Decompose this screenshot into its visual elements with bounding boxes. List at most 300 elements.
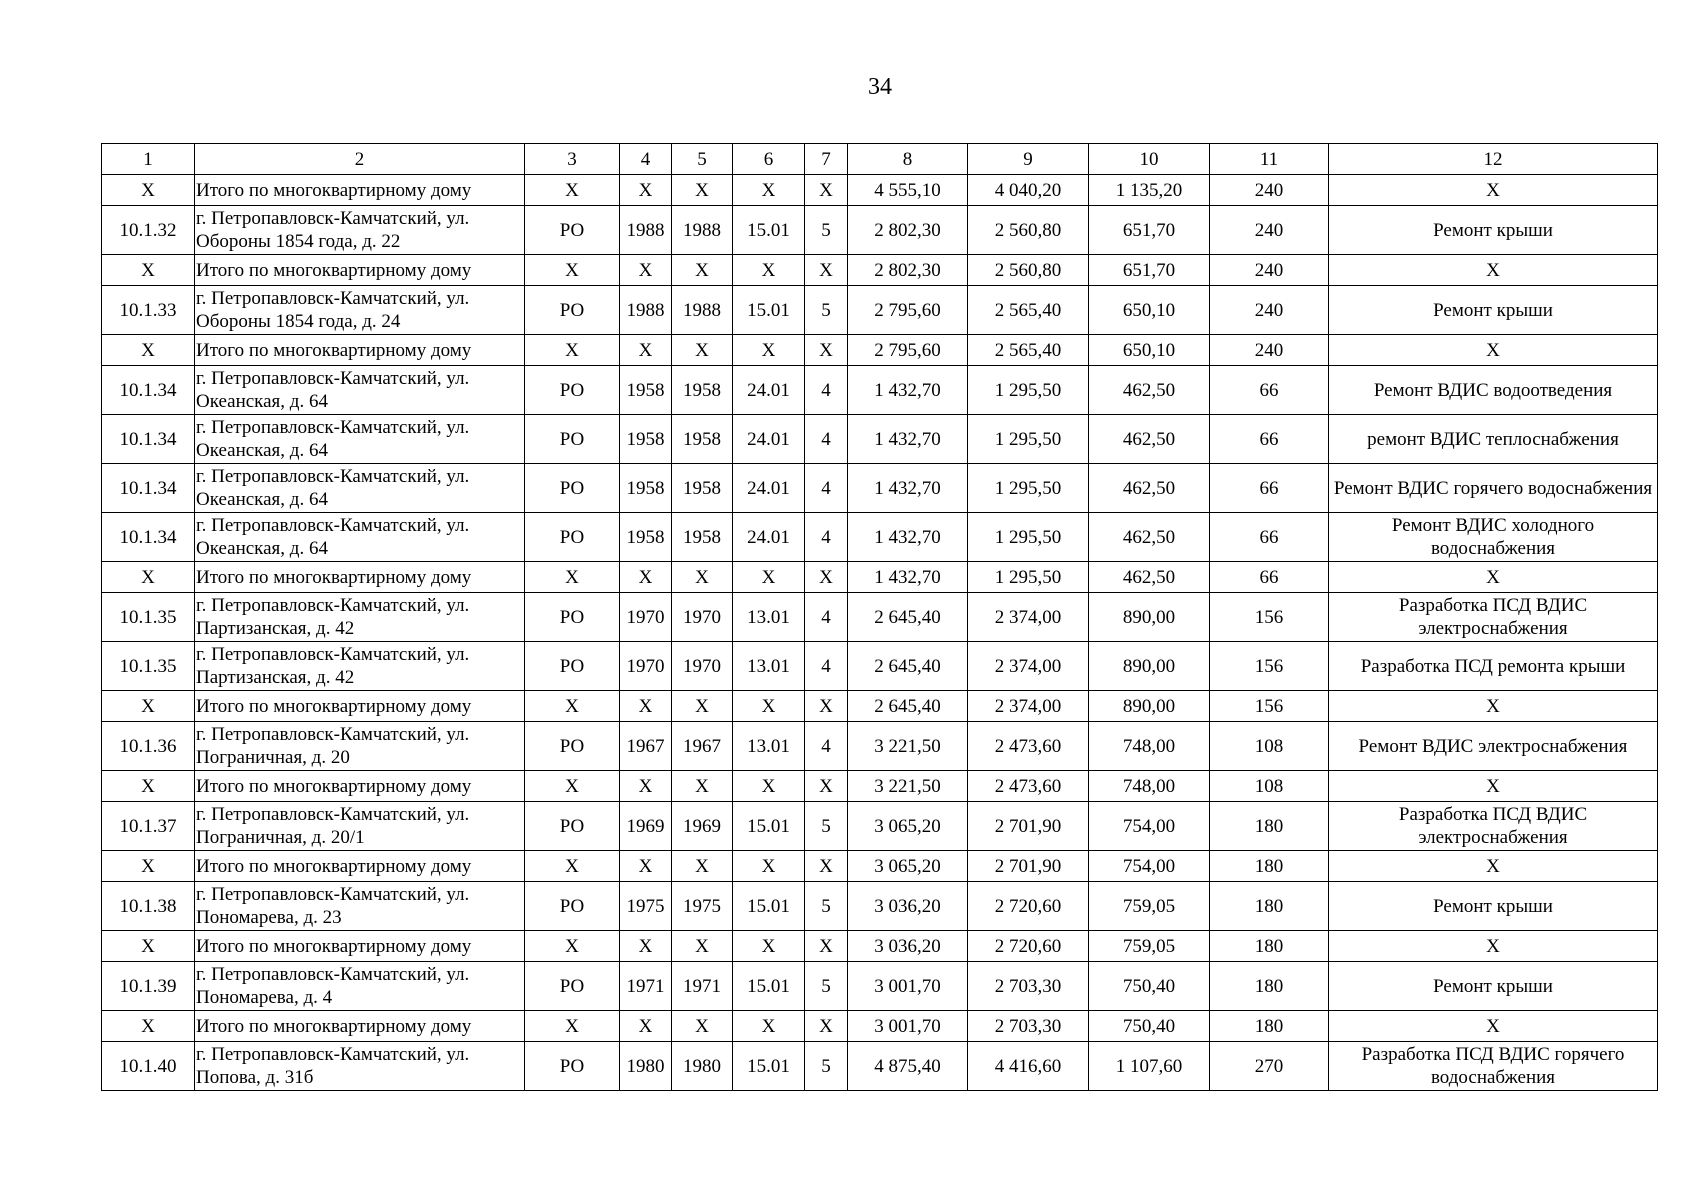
cell-col6: X [733, 562, 805, 593]
cell-col6: 15.01 [733, 206, 805, 255]
cell-col3: X [525, 691, 620, 722]
cell-col11: 180 [1210, 882, 1329, 931]
cell-col12: Ремонт ВДИС горячего водоснабжения [1329, 464, 1658, 513]
cell-col3: РО [525, 722, 620, 771]
cell-col11: 66 [1210, 513, 1329, 562]
cell-col5: 1958 [672, 415, 733, 464]
cell-col9: 1 295,50 [968, 513, 1089, 562]
cell-col8: 2 645,40 [848, 593, 968, 642]
cell-col12: X [1329, 1011, 1658, 1042]
cell-number: 10.1.34 [102, 415, 195, 464]
cell-col11: 66 [1210, 366, 1329, 415]
cell-col8: 2 645,40 [848, 642, 968, 691]
cell-col6: X [733, 851, 805, 882]
cell-col7: X [805, 691, 848, 722]
cell-address: Итого по многоквартирному дому [195, 562, 525, 593]
cell-col4: X [620, 691, 672, 722]
cell-col12: Ремонт ВДИС холодного водоснабжения [1329, 513, 1658, 562]
cell-col6: X [733, 335, 805, 366]
cell-col11: 270 [1210, 1042, 1329, 1091]
cell-col9: 1 295,50 [968, 562, 1089, 593]
cell-col5: 1958 [672, 464, 733, 513]
cell-number: 10.1.35 [102, 642, 195, 691]
header-cell: 9 [968, 144, 1089, 175]
cell-col4: 1958 [620, 366, 672, 415]
cell-address: г. Петропавловск-Камчатский, ул. Обороны 1854 года, д. 22 [195, 206, 525, 255]
cell-col4: 1958 [620, 415, 672, 464]
cell-number: 10.1.32 [102, 206, 195, 255]
cell-col5: X [672, 335, 733, 366]
cell-col4: X [620, 771, 672, 802]
cell-col7: X [805, 335, 848, 366]
cell-col4: 1958 [620, 513, 672, 562]
cell-col9: 2 374,00 [968, 642, 1089, 691]
cell-col5: X [672, 771, 733, 802]
cell-col9: 2 703,30 [968, 1011, 1089, 1042]
cell-col10: 462,50 [1089, 513, 1210, 562]
cell-col5: 1969 [672, 802, 733, 851]
cell-address: Итого по многоквартирному дому [195, 771, 525, 802]
cell-col6: 24.01 [733, 415, 805, 464]
header-cell: 7 [805, 144, 848, 175]
cell-col8: 3 036,20 [848, 931, 968, 962]
cell-col8: 3 001,70 [848, 962, 968, 1011]
cell-col8: 2 795,60 [848, 335, 968, 366]
cell-col12: Разработка ПСД ВДИС электроснабжения [1329, 802, 1658, 851]
cell-col4: X [620, 255, 672, 286]
cell-col7: 5 [805, 802, 848, 851]
cell-col6: 24.01 [733, 513, 805, 562]
cell-col7: X [805, 1011, 848, 1042]
cell-col3: РО [525, 286, 620, 335]
cell-col12: X [1329, 691, 1658, 722]
table-row [102, 366, 1658, 415]
cell-col8: 3 065,20 [848, 802, 968, 851]
cell-col7: 4 [805, 464, 848, 513]
cell-col4: X [620, 175, 672, 206]
cell-col6: 13.01 [733, 722, 805, 771]
cell-col7: 4 [805, 642, 848, 691]
cell-number: 10.1.37 [102, 802, 195, 851]
cell-col5: 1988 [672, 206, 733, 255]
cell-col7: X [805, 851, 848, 882]
header-cell: 8 [848, 144, 968, 175]
cell-col5: 1975 [672, 882, 733, 931]
cell-col8: 2 795,60 [848, 286, 968, 335]
cell-address: г. Петропавловск-Камчатский, ул. Океанская, д. 64 [195, 415, 525, 464]
cell-col11: 156 [1210, 593, 1329, 642]
cell-col3: X [525, 1011, 620, 1042]
cell-address: г. Петропавловск-Камчатский, ул. Партизанская, д. 42 [195, 642, 525, 691]
cell-address: Итого по многоквартирному дому [195, 851, 525, 882]
cell-col4: 1958 [620, 464, 672, 513]
cell-col10: 750,40 [1089, 1011, 1210, 1042]
cell-number: 10.1.36 [102, 722, 195, 771]
cell-col8: 2 802,30 [848, 206, 968, 255]
cell-col12: X [1329, 562, 1658, 593]
cell-col8: 4 555,10 [848, 175, 968, 206]
housing-repair-table [101, 143, 1658, 1091]
header-cell: 1 [102, 144, 195, 175]
cell-col11: 240 [1210, 255, 1329, 286]
cell-address: г. Петропавловск-Камчатский, ул. Обороны 1854 года, д. 24 [195, 286, 525, 335]
cell-col9: 1 295,50 [968, 366, 1089, 415]
cell-col10: 748,00 [1089, 722, 1210, 771]
cell-col8: 3 221,50 [848, 771, 968, 802]
cell-col11: 180 [1210, 1011, 1329, 1042]
cell-col9: 2 720,60 [968, 931, 1089, 962]
table-row [102, 802, 1658, 851]
cell-col4: 1971 [620, 962, 672, 1011]
cell-address: Итого по многоквартирному дому [195, 255, 525, 286]
cell-col6: 15.01 [733, 286, 805, 335]
cell-col7: X [805, 175, 848, 206]
cell-col11: 240 [1210, 206, 1329, 255]
table-row [102, 335, 1658, 366]
cell-col11: 108 [1210, 722, 1329, 771]
cell-col10: 462,50 [1089, 415, 1210, 464]
cell-number: X [102, 175, 195, 206]
cell-address: г. Петропавловск-Камчатский, ул. Пономарева, д. 4 [195, 962, 525, 1011]
cell-col10: 651,70 [1089, 206, 1210, 255]
cell-col5: 1971 [672, 962, 733, 1011]
cell-col9: 1 295,50 [968, 464, 1089, 513]
cell-col4: 1967 [620, 722, 672, 771]
page-number: 34 [868, 74, 892, 100]
cell-address: г. Петропавловск-Камчатский, ул. Океанская, д. 64 [195, 366, 525, 415]
table-row [102, 513, 1658, 562]
cell-col5: 1958 [672, 513, 733, 562]
cell-col10: 759,05 [1089, 931, 1210, 962]
cell-col3: РО [525, 1042, 620, 1091]
cell-number: X [102, 771, 195, 802]
cell-col9: 2 374,00 [968, 691, 1089, 722]
cell-col6: X [733, 1011, 805, 1042]
table-row [102, 642, 1658, 691]
table-row [102, 562, 1658, 593]
cell-col5: X [672, 1011, 733, 1042]
cell-col7: 5 [805, 206, 848, 255]
cell-col10: 462,50 [1089, 464, 1210, 513]
cell-col8: 1 432,70 [848, 464, 968, 513]
cell-number: 10.1.39 [102, 962, 195, 1011]
cell-col8: 2 802,30 [848, 255, 968, 286]
cell-address: Итого по многоквартирному дому [195, 335, 525, 366]
cell-col3: РО [525, 593, 620, 642]
cell-address: Итого по многоквартирному дому [195, 1011, 525, 1042]
cell-col6: X [733, 931, 805, 962]
cell-col11: 66 [1210, 415, 1329, 464]
cell-col9: 2 473,60 [968, 771, 1089, 802]
header-cell: 11 [1210, 144, 1329, 175]
cell-col5: X [672, 175, 733, 206]
cell-col3: РО [525, 366, 620, 415]
cell-col12: X [1329, 851, 1658, 882]
cell-col11: 66 [1210, 562, 1329, 593]
cell-col7: X [805, 931, 848, 962]
cell-col8: 3 221,50 [848, 722, 968, 771]
cell-col11: 180 [1210, 851, 1329, 882]
cell-address: Итого по многоквартирному дому [195, 175, 525, 206]
cell-col12: Разработка ПСД ВДИС электроснабжения [1329, 593, 1658, 642]
table-row [102, 255, 1658, 286]
cell-col4: X [620, 931, 672, 962]
table-row [102, 1042, 1658, 1091]
cell-col3: X [525, 562, 620, 593]
cell-col11: 180 [1210, 802, 1329, 851]
cell-col4: 1988 [620, 206, 672, 255]
cell-number: X [102, 255, 195, 286]
cell-col4: 1980 [620, 1042, 672, 1091]
cell-col8: 1 432,70 [848, 513, 968, 562]
cell-address: Итого по многоквартирному дому [195, 931, 525, 962]
table-row [102, 962, 1658, 1011]
header-cell: 3 [525, 144, 620, 175]
cell-col3: РО [525, 882, 620, 931]
cell-col5: 1980 [672, 1042, 733, 1091]
cell-col10: 462,50 [1089, 562, 1210, 593]
cell-col9: 1 295,50 [968, 415, 1089, 464]
cell-col8: 3 001,70 [848, 1011, 968, 1042]
cell-number: 10.1.38 [102, 882, 195, 931]
cell-col6: 13.01 [733, 593, 805, 642]
cell-number: X [102, 691, 195, 722]
cell-col5: 1988 [672, 286, 733, 335]
cell-col11: 240 [1210, 335, 1329, 366]
cell-col3: РО [525, 513, 620, 562]
cell-number: X [102, 562, 195, 593]
cell-col10: 462,50 [1089, 366, 1210, 415]
cell-col7: 5 [805, 1042, 848, 1091]
cell-col5: 1970 [672, 593, 733, 642]
table-row [102, 771, 1658, 802]
cell-col11: 180 [1210, 931, 1329, 962]
cell-col6: X [733, 255, 805, 286]
cell-col10: 748,00 [1089, 771, 1210, 802]
cell-col4: 1975 [620, 882, 672, 931]
cell-col5: 1970 [672, 642, 733, 691]
cell-col12: Разработка ПСД ремонта крыши [1329, 642, 1658, 691]
cell-number: 10.1.34 [102, 513, 195, 562]
cell-col12: Разработка ПСД ВДИС горячего водоснабжения [1329, 1042, 1658, 1091]
cell-col10: 1 135,20 [1089, 175, 1210, 206]
cell-col10: 750,40 [1089, 962, 1210, 1011]
cell-number: 10.1.35 [102, 593, 195, 642]
cell-col6: 15.01 [733, 802, 805, 851]
cell-col5: 1958 [672, 366, 733, 415]
cell-col12: Ремонт крыши [1329, 286, 1658, 335]
cell-col7: X [805, 255, 848, 286]
cell-col7: 5 [805, 286, 848, 335]
cell-col3: X [525, 771, 620, 802]
table-row [102, 464, 1658, 513]
table-row [102, 1011, 1658, 1042]
cell-col4: 1969 [620, 802, 672, 851]
cell-col10: 759,05 [1089, 882, 1210, 931]
cell-col5: 1967 [672, 722, 733, 771]
cell-col12: X [1329, 771, 1658, 802]
cell-col4: X [620, 851, 672, 882]
cell-col7: 4 [805, 415, 848, 464]
cell-col9: 2 720,60 [968, 882, 1089, 931]
cell-address: г. Петропавловск-Камчатский, ул. Океанская, д. 64 [195, 464, 525, 513]
cell-col4: 1988 [620, 286, 672, 335]
cell-address: г. Петропавловск-Камчатский, ул. Партизанская, д. 42 [195, 593, 525, 642]
cell-col12: Ремонт крыши [1329, 206, 1658, 255]
cell-col6: 24.01 [733, 464, 805, 513]
cell-col6: X [733, 691, 805, 722]
cell-col9: 2 560,80 [968, 255, 1089, 286]
cell-col5: X [672, 562, 733, 593]
cell-col10: 651,70 [1089, 255, 1210, 286]
cell-col3: X [525, 851, 620, 882]
cell-number: 10.1.33 [102, 286, 195, 335]
cell-number: X [102, 335, 195, 366]
table-row [102, 722, 1658, 771]
cell-address: Итого по многоквартирному дому [195, 691, 525, 722]
cell-col7: 4 [805, 722, 848, 771]
cell-col8: 1 432,70 [848, 415, 968, 464]
cell-number: X [102, 931, 195, 962]
cell-col4: X [620, 335, 672, 366]
cell-address: г. Петропавловск-Камчатский, ул. Пограничная, д. 20 [195, 722, 525, 771]
cell-col9: 2 560,80 [968, 206, 1089, 255]
table-row [102, 415, 1658, 464]
cell-col9: 2 473,60 [968, 722, 1089, 771]
cell-col10: 890,00 [1089, 642, 1210, 691]
cell-col8: 3 065,20 [848, 851, 968, 882]
table-row [102, 175, 1658, 206]
cell-col5: X [672, 851, 733, 882]
cell-col6: X [733, 771, 805, 802]
cell-col12: ремонт ВДИС теплоснабжения [1329, 415, 1658, 464]
header-cell: 10 [1089, 144, 1210, 175]
table-row [102, 851, 1658, 882]
cell-col9: 2 565,40 [968, 286, 1089, 335]
table-row [102, 931, 1658, 962]
cell-col7: 4 [805, 593, 848, 642]
cell-col6: 15.01 [733, 1042, 805, 1091]
cell-col11: 180 [1210, 962, 1329, 1011]
cell-col3: X [525, 255, 620, 286]
cell-col7: 4 [805, 513, 848, 562]
cell-col10: 1 107,60 [1089, 1042, 1210, 1091]
header-cell: 4 [620, 144, 672, 175]
table-row [102, 882, 1658, 931]
cell-col6: 15.01 [733, 882, 805, 931]
cell-col10: 890,00 [1089, 691, 1210, 722]
cell-col3: РО [525, 642, 620, 691]
cell-col9: 4 040,20 [968, 175, 1089, 206]
cell-col12: Ремонт крыши [1329, 882, 1658, 931]
cell-col8: 2 645,40 [848, 691, 968, 722]
header-cell: 5 [672, 144, 733, 175]
table-row [102, 206, 1658, 255]
cell-col9: 4 416,60 [968, 1042, 1089, 1091]
cell-col4: X [620, 1011, 672, 1042]
cell-col12: Ремонт крыши [1329, 962, 1658, 1011]
cell-col4: X [620, 562, 672, 593]
cell-number: X [102, 1011, 195, 1042]
cell-number: 10.1.34 [102, 366, 195, 415]
header-cell: 2 [195, 144, 525, 175]
cell-col8: 1 432,70 [848, 366, 968, 415]
cell-col11: 240 [1210, 175, 1329, 206]
cell-col8: 4 875,40 [848, 1042, 968, 1091]
cell-col10: 754,00 [1089, 851, 1210, 882]
cell-col12: X [1329, 931, 1658, 962]
cell-col11: 108 [1210, 771, 1329, 802]
cell-col10: 650,10 [1089, 335, 1210, 366]
header-cell: 6 [733, 144, 805, 175]
cell-col9: 2 703,30 [968, 962, 1089, 1011]
cell-number: 10.1.34 [102, 464, 195, 513]
cell-col6: 24.01 [733, 366, 805, 415]
cell-col8: 3 036,20 [848, 882, 968, 931]
cell-col6: X [733, 175, 805, 206]
cell-col9: 2 374,00 [968, 593, 1089, 642]
cell-col12: Ремонт ВДИС электроснабжения [1329, 722, 1658, 771]
cell-address: г. Петропавловск-Камчатский, ул. Попова, д. 31б [195, 1042, 525, 1091]
cell-col4: 1970 [620, 593, 672, 642]
cell-address: г. Петропавловск-Камчатский, ул. Пономарева, д. 23 [195, 882, 525, 931]
cell-col6: 15.01 [733, 962, 805, 1011]
cell-col9: 2 701,90 [968, 851, 1089, 882]
table-row [102, 286, 1658, 335]
cell-number: X [102, 851, 195, 882]
cell-col5: X [672, 691, 733, 722]
cell-col7: 4 [805, 366, 848, 415]
cell-col7: X [805, 771, 848, 802]
cell-col3: X [525, 931, 620, 962]
cell-col12: X [1329, 255, 1658, 286]
cell-col7: 5 [805, 882, 848, 931]
cell-col11: 156 [1210, 691, 1329, 722]
cell-col9: 2 701,90 [968, 802, 1089, 851]
cell-col12: Ремонт ВДИС водоотведения [1329, 366, 1658, 415]
cell-col3: РО [525, 962, 620, 1011]
cell-col3: X [525, 175, 620, 206]
cell-col11: 66 [1210, 464, 1329, 513]
cell-col11: 156 [1210, 642, 1329, 691]
cell-col5: X [672, 931, 733, 962]
cell-col10: 754,00 [1089, 802, 1210, 851]
cell-col9: 2 565,40 [968, 335, 1089, 366]
cell-col3: РО [525, 415, 620, 464]
table-row [102, 691, 1658, 722]
cell-col11: 240 [1210, 286, 1329, 335]
cell-col8: 1 432,70 [848, 562, 968, 593]
cell-col10: 650,10 [1089, 286, 1210, 335]
cell-col4: 1970 [620, 642, 672, 691]
cell-col7: 5 [805, 962, 848, 1011]
cell-col12: X [1329, 175, 1658, 206]
header-row [102, 144, 1658, 175]
cell-col7: X [805, 562, 848, 593]
cell-address: г. Петропавловск-Камчатский, ул. Океанская, д. 64 [195, 513, 525, 562]
cell-col5: X [672, 255, 733, 286]
cell-col3: X [525, 335, 620, 366]
cell-col3: РО [525, 802, 620, 851]
cell-col3: РО [525, 206, 620, 255]
cell-col6: 13.01 [733, 642, 805, 691]
cell-col10: 890,00 [1089, 593, 1210, 642]
cell-address: г. Петропавловск-Камчатский, ул. Пограничная, д. 20/1 [195, 802, 525, 851]
header-cell: 12 [1329, 144, 1658, 175]
cell-col3: РО [525, 464, 620, 513]
cell-col12: X [1329, 335, 1658, 366]
cell-number: 10.1.40 [102, 1042, 195, 1091]
